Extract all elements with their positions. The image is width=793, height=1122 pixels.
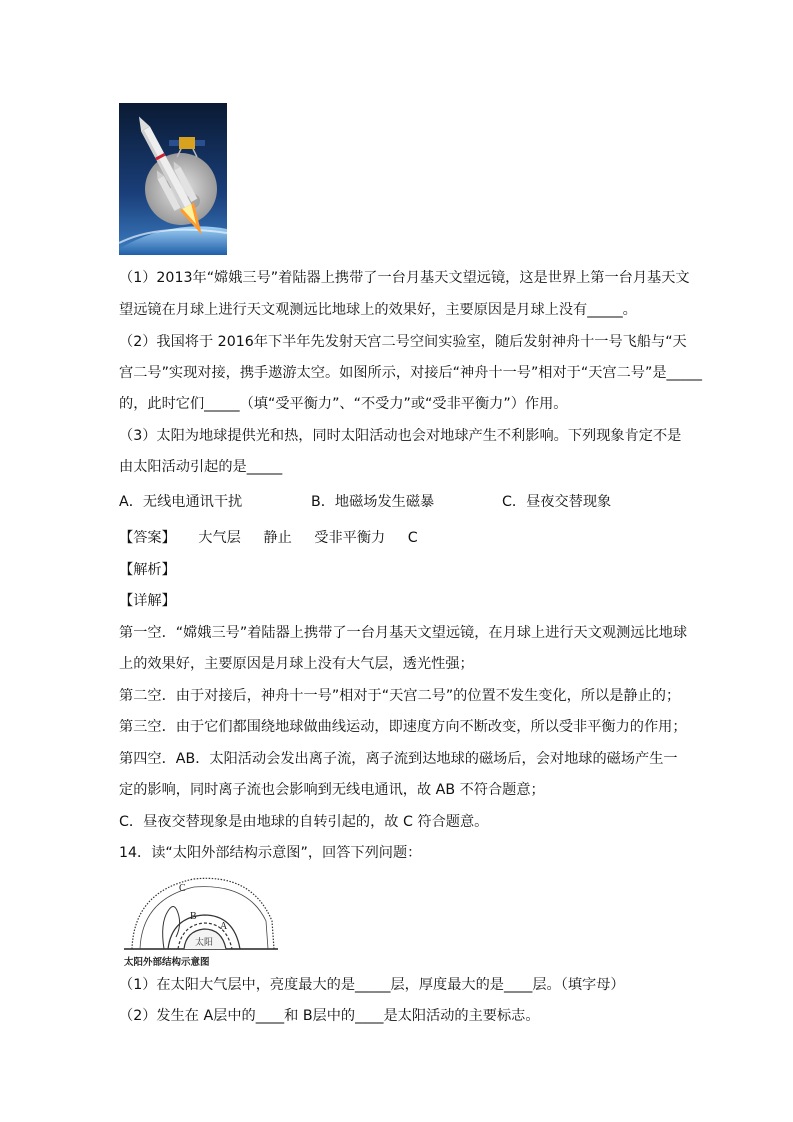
- answer-2: 静止: [263, 530, 292, 546]
- answer-label: 【答案】: [119, 530, 176, 546]
- label-b: B: [190, 911, 197, 922]
- label-a: A: [220, 921, 228, 932]
- option-a: A．无线电通讯干扰: [119, 494, 243, 510]
- detail-line-2: 上的效果好，主要原因是月球上没有大气层，透光性强；: [119, 656, 474, 672]
- answer-4: C: [407, 530, 418, 546]
- question-part1-line1: （1）2013年“嫦娥三号”着陆器上携带了一台月基天文望远镜，这是世界上第一台月基天文: [119, 270, 690, 286]
- question-part3-line2: 由太阳活动引起的是_____: [119, 459, 283, 475]
- detail-line-7: C．昼夜交替现象是由地球的自转引起的，故 C 符合题意。: [119, 814, 489, 830]
- question-part1-line2: 望远镜在月球上进行天文观测远比地球上的效果好，主要原因是月球上没有_____。: [119, 302, 637, 318]
- detail-line-3: 第二空．由于对接后，神舟十一号”相对于“天宫二号”的位置不发生变化，所以是静止的；: [119, 688, 681, 704]
- rocket-launch-photo: [119, 103, 227, 255]
- sun-structure-diagram: [122, 871, 280, 971]
- analysis-label: 【解析】: [119, 562, 176, 578]
- detail-line-6: 定的影响，同时离子流也会影响到无线电通讯，故 AB 不符合题意；: [119, 782, 545, 798]
- question-part2-line3: 的，此时它们_____（填“受平衡力”、“不受力”或“受非平衡力”）作用。: [119, 396, 568, 412]
- answer-1: 大气层: [198, 530, 241, 546]
- answer-3: 受非平衡力: [314, 530, 386, 546]
- question-part3-line1: （3）太阳为地球提供光和热，同时太阳活动也会对地球产生不利影响。下列现象肯定不是: [119, 428, 682, 444]
- label-c: C: [179, 883, 186, 894]
- question-14-part2: （2）发生在 A层中的____和 B层中的____是太阳活动的主要标志。: [119, 1008, 540, 1024]
- answer-line: [119, 528, 418, 548]
- option-c: C．昼夜交替现象: [502, 494, 612, 510]
- question-14-part1: （1）在太阳大气层中，亮度最大的是_____层，厚度最大的是____层。（填字母）: [119, 977, 625, 993]
- sun-label: 太阳: [195, 938, 214, 948]
- question-14: 14．读“太阳外部结构示意图”，回答下列问题：: [119, 845, 422, 861]
- option-b: B．地磁场发生磁暴: [311, 494, 435, 510]
- question-part2-line1: （2）我国将于 2016年下半年先发射天宫二号空间实验室，随后发射神舟十一号飞船与“天: [119, 334, 687, 350]
- diagram-caption: 太阳外部结构示意图: [124, 957, 210, 968]
- question-part2-line2: 宫二号”实现对接，携手遨游太空。如图所示，对接后“神舟十一号”相对于“天宫二号”是_____: [119, 365, 702, 381]
- detail-label: 【详解】: [119, 593, 176, 609]
- detail-line-4: 第三空．由于它们都围绕地球做曲线运动，即速度方向不断改变，所以受非平衡力的作用；: [119, 719, 687, 735]
- detail-line-5: 第四空．AB．太阳活动会发出离子流，离子流到达地球的磁场后，会对地球的磁场产生一: [119, 751, 678, 767]
- detail-line-1: 第一空．“嫦娥三号”着陆器上携带了一台月基天文望远镜，在月球上进行天文观测远比地球: [119, 625, 688, 641]
